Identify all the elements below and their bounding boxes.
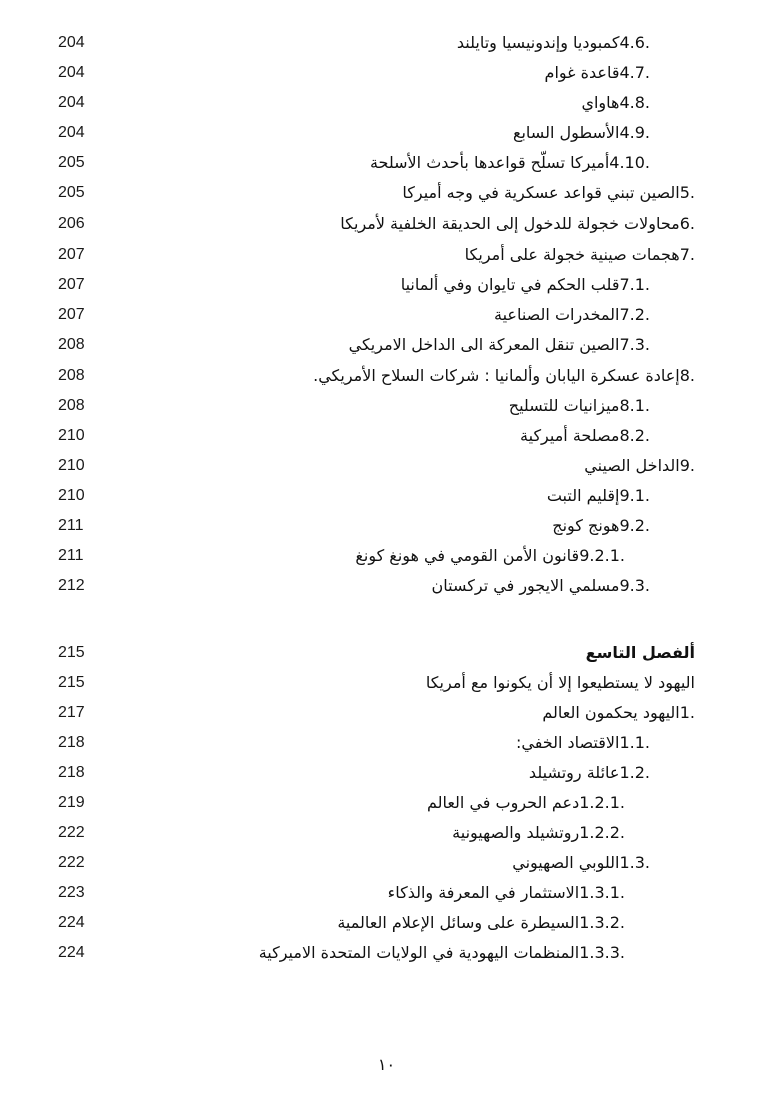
toc-entry-title xyxy=(584,451,695,481)
toc-row xyxy=(0,728,773,758)
toc-entry-label: اليهود لا يستطيعوا إلا أن يكونوا مع أمريكا xyxy=(425,673,695,692)
toc-entry-label: الاقتصاد الخفي: xyxy=(515,733,620,752)
toc-entry-number: 8.2. xyxy=(619,426,650,445)
toc-entry-title xyxy=(337,908,625,938)
toc-entry-label: الداخل الصيني xyxy=(584,456,680,475)
toc-entry-number: 4.7. xyxy=(619,63,650,82)
toc-entry-title xyxy=(542,698,695,728)
toc-page-number: 211 xyxy=(58,517,84,534)
toc-page-number: 204 xyxy=(58,124,85,141)
toc-entry-label: عائلة روتشيلد xyxy=(528,763,620,782)
toc-row xyxy=(0,698,773,728)
toc-row xyxy=(0,571,773,601)
toc-page-number: 223 xyxy=(58,884,85,901)
toc-entry-number: 1.2. xyxy=(619,763,650,782)
toc-entry-number: 1.3. xyxy=(619,853,650,872)
toc-entry-label: إقليم التبت xyxy=(546,486,620,505)
toc-row xyxy=(0,818,773,848)
toc-entry-title xyxy=(494,300,650,330)
toc-page-number: 215 xyxy=(58,644,85,661)
toc-page-number: 222 xyxy=(58,854,85,871)
toc-entry-title xyxy=(355,541,625,571)
toc-page-number: 217 xyxy=(58,704,85,721)
toc-entry-title xyxy=(402,178,695,208)
toc-page-number: 207 xyxy=(58,246,85,263)
toc-row xyxy=(0,118,773,148)
toc-row xyxy=(0,270,773,300)
toc-entry-title xyxy=(516,728,650,758)
toc-row xyxy=(0,28,773,58)
toc-entry-title xyxy=(340,209,695,239)
toc-row xyxy=(0,481,773,511)
toc-page-number: 207 xyxy=(58,276,85,293)
toc-page-number: 210 xyxy=(58,427,85,444)
toc-row xyxy=(0,638,773,668)
toc-entry-number: 4.8. xyxy=(619,93,650,112)
toc-entry-label: مسلمي الايجور في تركستان xyxy=(431,576,620,595)
toc-page-number: 204 xyxy=(58,94,85,111)
toc-page-number: 205 xyxy=(58,154,85,171)
toc-entry-label: مصلحة أميركية xyxy=(520,426,620,445)
toc-page-number: 224 xyxy=(58,944,85,961)
toc-row xyxy=(0,421,773,451)
toc-entry-number: 1.3.3. xyxy=(579,943,625,962)
toc-page-number: 218 xyxy=(58,734,85,751)
toc-entry-title xyxy=(465,240,695,270)
toc-entry-title xyxy=(432,571,650,601)
toc-page-number: 219 xyxy=(58,794,85,811)
toc-page-number: 218 xyxy=(58,764,85,781)
toc-row xyxy=(0,451,773,481)
toc-page-number: 210 xyxy=(58,457,85,474)
toc-entry-number: 8. xyxy=(679,366,695,385)
toc-entry-label: اليهود يحكمون العالم xyxy=(542,703,680,722)
toc-page-number: 210 xyxy=(58,487,85,504)
toc-entry-number: 1.3.1. xyxy=(579,883,625,902)
toc-entry-label: هجمات صينية خجولة على أمريكا xyxy=(464,245,680,264)
toc-entry-title xyxy=(401,270,650,300)
toc-entry-number: 9.2. xyxy=(619,516,650,535)
toc-row xyxy=(0,541,773,571)
toc-entry-number: 1.2.1. xyxy=(579,793,625,812)
toc-page-number: 211 xyxy=(58,547,84,564)
toc-entry-number: 6. xyxy=(679,214,695,233)
toc-entry-number: 4.10. xyxy=(609,153,650,172)
toc-entry-title xyxy=(529,758,650,788)
toc-entry-label: قانون الأمن القومي في هونغ كونغ xyxy=(355,546,580,565)
toc-page-number: 207 xyxy=(58,306,85,323)
toc-row xyxy=(0,88,773,118)
toc-entry-number: 7.1. xyxy=(619,275,650,294)
toc-page-number: 208 xyxy=(58,336,85,353)
toc-entry-title xyxy=(547,481,650,511)
toc-entry-number: 7. xyxy=(679,245,695,264)
toc-entry-label: الاستثمار في المعرفة والذكاء xyxy=(387,883,580,902)
toc-row xyxy=(0,788,773,818)
toc-entry-label: ميزانيات للتسليح xyxy=(508,396,620,415)
toc-entry-label: السيطرة على وسائل الإعلام العالمية xyxy=(337,913,580,932)
toc-row xyxy=(0,878,773,908)
toc-entry-label: الأسطول السابع xyxy=(512,123,620,142)
toc-entry-number: 1. xyxy=(679,703,695,722)
toc-row xyxy=(0,300,773,330)
toc-row xyxy=(0,361,773,391)
toc-entry-label: هونج كونج xyxy=(552,516,620,535)
toc-entry-label: قاعدة غوام xyxy=(544,63,620,82)
toc-page-number: 222 xyxy=(58,824,85,841)
toc-entry-number: 1.3.2. xyxy=(579,913,625,932)
toc-entry-label: الصين تبني قواعد عسكرية في وجه أميركا xyxy=(402,183,680,202)
footer-page-number: ١٠ xyxy=(377,1055,396,1074)
toc-entry-title xyxy=(388,878,625,908)
toc-entry-label: دعم الحروب في العالم xyxy=(426,793,580,812)
toc-page-number: 204 xyxy=(58,34,85,51)
toc-entry-label: ألفصل التاسع xyxy=(585,643,695,662)
toc-entry-title xyxy=(426,668,695,698)
toc-entry-title xyxy=(457,28,650,58)
toc-entry-title xyxy=(509,391,650,421)
toc-entry-title xyxy=(586,638,695,668)
toc-page-number: 208 xyxy=(58,367,85,384)
toc-entry-number: 9.3. xyxy=(619,576,650,595)
toc-row xyxy=(0,178,773,208)
toc-entry-label: المخدرات الصناعية xyxy=(494,305,620,324)
toc-entry-title xyxy=(520,421,650,451)
toc-entry-title xyxy=(370,148,650,178)
toc-page-number: 215 xyxy=(58,674,85,691)
toc-entry-title xyxy=(427,788,625,818)
toc-entry-number: 9. xyxy=(679,456,695,475)
toc-entry-number: 7.3. xyxy=(619,335,650,354)
toc-page-number: 205 xyxy=(58,184,85,201)
toc-row xyxy=(0,668,773,698)
toc-row xyxy=(0,848,773,878)
toc-page-number: 224 xyxy=(58,914,85,931)
toc-page-number: 206 xyxy=(58,215,85,232)
toc-row xyxy=(0,908,773,938)
toc-entry-title xyxy=(545,58,650,88)
toc-entry-label: هاواي xyxy=(581,93,620,112)
toc-row xyxy=(0,240,773,270)
toc-entry-number: 4.6. xyxy=(619,33,650,52)
toc-page-number: 204 xyxy=(58,64,85,81)
toc-row xyxy=(0,391,773,421)
toc-entry-title xyxy=(581,88,650,118)
toc-entry-title xyxy=(512,848,650,878)
toc-row xyxy=(0,758,773,788)
toc-entry-number: 9.2.1. xyxy=(579,546,625,565)
toc-entry-number: 9.1. xyxy=(619,486,650,505)
toc-entry-number: 7.2. xyxy=(619,305,650,324)
toc-entry-label: روتشيلد والصهيونية xyxy=(452,823,580,842)
toc-entry-number: 1.1. xyxy=(619,733,650,752)
toc-entry-label: المنظمات اليهودية في الولايات المتحدة الاميركية xyxy=(258,943,580,962)
toc-row xyxy=(0,511,773,541)
toc-entry-title xyxy=(452,818,625,848)
toc-row xyxy=(0,330,773,360)
toc-entry-number: 8.1. xyxy=(619,396,650,415)
toc-row xyxy=(0,938,773,968)
toc-entry-number: 5. xyxy=(679,183,695,202)
toc-row xyxy=(0,148,773,178)
toc-entry-title xyxy=(313,361,695,391)
toc-row xyxy=(0,58,773,88)
toc-entry-title xyxy=(513,118,650,148)
toc-entry-label: قلب الحكم في تايوان وفي ألمانيا xyxy=(400,275,620,294)
toc-page-number: 208 xyxy=(58,397,85,414)
toc-row xyxy=(0,209,773,239)
toc-entry-title xyxy=(349,330,650,360)
toc-entry-label: إعادة عسكرة اليابان وألمانيا : شركات السلاح الأمريكي. xyxy=(313,366,680,385)
toc-entry-number: 4.9. xyxy=(619,123,650,142)
toc-entry-label: كمبوديا وإندونيسيا وتايلند xyxy=(456,33,620,52)
toc-entry-label: محاولات خجولة للدخول إلى الحديقة الخلفية لأمريكا xyxy=(340,214,680,233)
toc-page-number: 212 xyxy=(58,577,85,594)
toc-entry-label: الصين تنقل المعركة الى الداخل الامريكي xyxy=(348,335,620,354)
toc-entry-number: 1.2.2. xyxy=(579,823,625,842)
toc-entry-title xyxy=(552,511,650,541)
toc-entry-label: أميركا تسلّح قواعدها بأحدث الأسلحة xyxy=(369,153,610,172)
toc-entry-label: اللوبي الصهيوني xyxy=(512,853,620,872)
toc-entry-title xyxy=(259,938,625,968)
